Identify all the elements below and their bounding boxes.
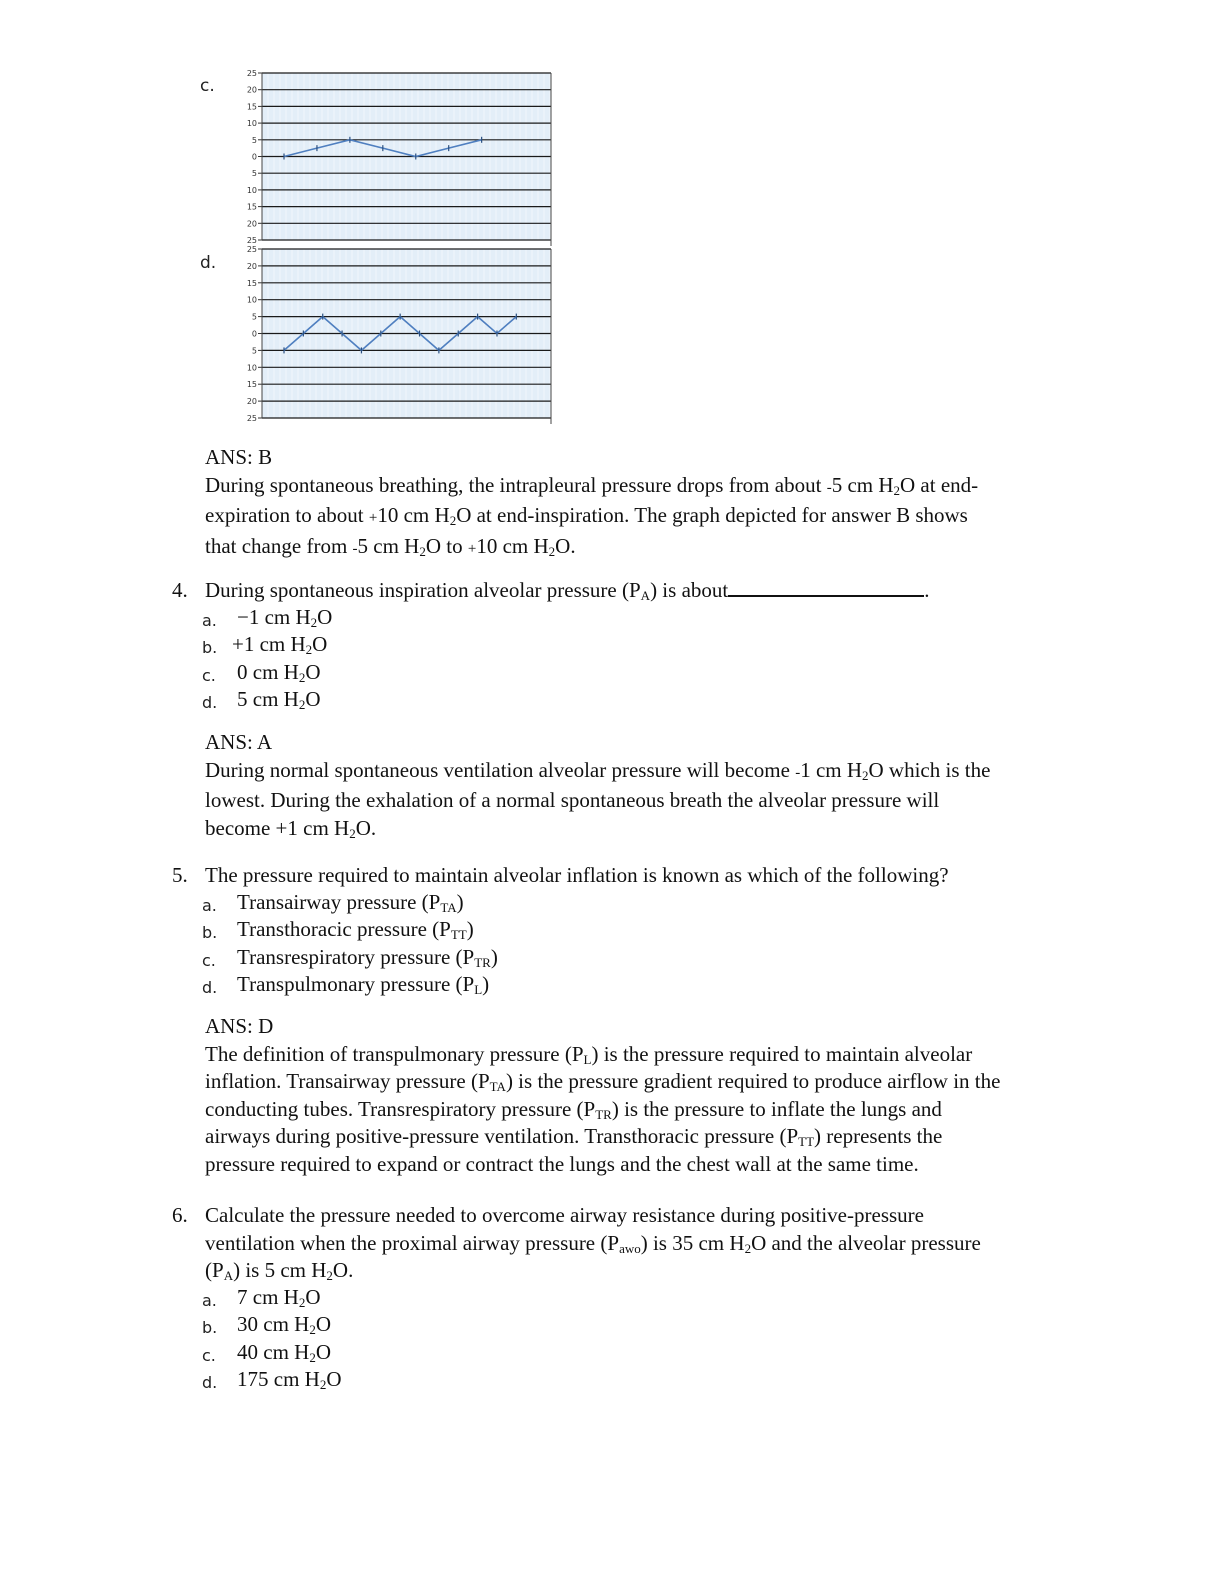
q3-exp3a: that change from [205,533,353,558]
q6-number: 6. [172,1203,188,1227]
q5-exp3-sub: TR [595,1106,612,1122]
q5-exp1-sub: L [583,1051,592,1067]
minus-mark: - [795,764,801,781]
q5-explanation-line-5: pressure required to expand or contract the lungs and the chest wall at the same time. [205,1151,919,1176]
q3-exp2b: 10 cm H [377,503,450,527]
y-tick-label: 15 [246,102,257,112]
option-sub: 2 [298,1295,306,1310]
option-sub: 2 [309,1350,316,1365]
q3-exp2a: expiration to about [205,503,369,527]
y-tick-label: 5 [251,135,257,145]
option-sub: L [474,982,483,997]
option-label: b. [202,638,218,657]
sub-2: 2 [548,543,556,559]
y-tick-label: 25 [246,414,257,423]
q4-stem-sub: A [640,588,651,603]
option-text: 175 cm H [237,1367,320,1391]
q4-exp1b: 1 cm H [800,757,863,782]
option-text: 5 cm H [237,687,299,711]
option-label: c. [202,1346,216,1365]
option-sub: TT [450,927,467,942]
q6-stem-line-3 [205,1257,1112,1285]
option-tail: ) [482,972,490,996]
minus-mark: - [826,479,832,496]
option-sub: 2 [309,1322,316,1337]
option-label: b. [202,1318,218,1337]
option-value [237,1366,342,1394]
q6-l3-sub: A [223,1268,234,1283]
question-6 [172,1202,1112,1402]
option-text: 7 cm H [237,1285,299,1309]
q3-exp1c: O at end- [900,472,979,497]
option-value [237,1339,331,1367]
sub-2: 2 [349,825,356,841]
option-label: a. [202,896,217,915]
option-text: 0 cm H [237,660,299,684]
option-sub: 2 [319,1377,327,1392]
q5-exp3b: ) is the pressure to inflate the lungs and [611,1096,942,1121]
option-label: a. [202,1291,217,1310]
option-tail: O [305,1285,321,1309]
q5-exp1b: ) is the pressure required to maintain alveolar [591,1041,973,1066]
y-tick-label: 10 [246,363,257,373]
option-value [237,889,464,917]
q4-explanation-line-2: lowest. During the exhalation of a normal spontaneous breath the alveolar pressure will [205,788,940,812]
y-tick-label: 5 [251,312,257,322]
q5-exp3a: conducting tubes. Transrespiratory pressure (P [205,1096,596,1121]
q5-explanation-line-1 [205,1041,1115,1069]
option-sub: 2 [305,642,313,657]
option-tail: ) [456,890,464,914]
y-tick-label: 25 [246,236,257,245]
y-tick-label: 0 [251,152,257,162]
y-tick-label: 10 [246,119,257,129]
q4-answer [205,729,1115,842]
option-tail: O [326,1367,342,1391]
q3-exp3c: O to [425,533,468,558]
option-text: Transrespiratory pressure (P [237,945,475,969]
option-label: d. [202,693,218,712]
option-text: −1 cm H [237,605,311,629]
option-label: c. [202,666,216,685]
option-value [237,971,489,999]
q5-exp2b: ) is the pressure gradient required to produce airflow in the [505,1069,1001,1093]
chart-c-label: c. [200,76,215,96]
q4-ans-label: ANS: A [205,730,273,754]
option-tail: O [315,1312,331,1336]
y-tick-label: 10 [246,295,257,305]
q3-explanation-line-3 [205,533,1115,564]
chart-c-svg [240,70,552,248]
option-value [237,916,474,944]
q4-stem-end: . [924,578,930,602]
q6-l3b: ) is 5 cm H [233,1258,327,1282]
option-text: +1 cm H [232,632,306,656]
q3-exp3d: 10 cm H [476,533,549,558]
option-value [237,1311,331,1339]
q3-explanation-line-1 [205,472,1115,503]
q4-exp1a: During normal spontaneous ventilation alveolar pressure will become [205,757,796,782]
y-tick-label: 10 [246,185,257,195]
q4-exp3b: O. [355,815,377,840]
q6-l2c: O and the alveolar pressure [751,1230,981,1255]
q3-exp3e: O. [555,533,576,558]
sub-2: 2 [744,1240,752,1256]
question-5 [172,862,1112,1002]
q4-stem [205,577,1112,605]
option-tail: O [305,687,321,711]
option-text: 40 cm H [237,1340,310,1364]
option-sub: 2 [310,615,318,630]
q5-explanation-line-2 [205,1068,1115,1096]
option-tail: O [315,1340,331,1364]
q3-exp1a: During spontaneous breathing, the intrapleural pressure drops from about [205,472,827,497]
option-value [237,944,498,972]
y-tick-label: 20 [246,261,257,271]
option-sub: TA [440,900,457,915]
option-text: 30 cm H [237,1312,310,1336]
option-label: b. [202,923,218,942]
q6-stem-line-2 [205,1230,1112,1258]
y-tick-label: 5 [251,169,257,179]
q5-exp2a: inflation. Transairway pressure (P [205,1069,490,1093]
q6-l2a: ventilation when the proximal airway pressure (P [205,1230,620,1255]
y-tick-label: 25 [246,246,257,254]
q5-explanation-line-3 [205,1096,1115,1124]
minus-mark: - [352,540,358,557]
q3-ans-label: ANS: B [205,445,273,469]
q3-answer [205,444,1115,563]
q4-explanation-line-1 [205,757,1115,788]
y-tick-label: 20 [246,397,257,407]
q5-answer [205,1013,1115,1178]
q6-l3a: (P [205,1258,224,1282]
answer-blank [728,577,924,597]
q5-explanation-line-4 [205,1123,1115,1151]
q4-explanation-line-3 [205,815,1115,843]
option-label: d. [202,978,218,997]
option-label: c. [202,951,216,970]
plus-mark: + [368,510,378,526]
q4-stem-a: During spontaneous inspiration alveolar pressure (P [205,578,641,602]
chart-d [240,246,552,426]
q5-exp4a: airways during positive-pressure ventilation. Transthoracic pressure (P [205,1124,799,1148]
q5-exp1a: The definition of transpulmonary pressure (P [205,1041,584,1066]
q4-number: 4. [172,578,188,602]
option-tail: ) [466,917,474,941]
q3-exp2c: O at end-inspiration. The graph depicted for answer B shows [456,503,968,527]
q3-exp1b: 5 cm H [831,472,894,497]
q4-exp3a: become +1 cm H [205,815,350,840]
y-tick-label: 15 [246,380,257,390]
chart-c [240,70,552,248]
option-value [237,604,332,632]
y-tick-label: 25 [246,70,257,78]
option-value [237,659,321,687]
q3-exp3b: 5 cm H [357,533,420,558]
option-label: a. [202,611,217,630]
q6-l3c: O. [332,1258,354,1282]
sub-2: 2 [419,543,426,559]
q5-exp2-sub: TA [489,1079,506,1094]
option-tail: ) [490,945,498,969]
option-text: Transthoracic pressure (P [237,917,451,941]
plus-mark: + [467,540,477,557]
q4-exp1c: O which is the [868,757,991,782]
sub-2: 2 [893,482,901,498]
option-tail: O [305,660,321,684]
option-text: Transpulmonary pressure (P [237,972,475,996]
option-sub: 2 [298,697,306,712]
q5-stem: The pressure required to maintain alveolar inflation is known as which of the following? [205,863,949,887]
option-value [237,686,321,714]
q5-exp4-sub: TT [798,1134,815,1149]
q4-stem-b: ) is about [650,578,729,602]
q5-number: 5. [172,863,188,887]
option-text: Transairway pressure (P [237,890,441,914]
sub-2: 2 [449,513,457,528]
q6-stem [205,1202,1112,1285]
option-value [232,631,327,659]
y-tick-label: 0 [251,329,257,339]
question-4 [172,577,1112,712]
q6-stem-line-1: Calculate the pressure needed to overcome airway resistance during positive-pressure [205,1203,924,1227]
chart-d-label: d. [200,253,217,273]
option-tail: O [317,605,333,629]
option-sub: TR [474,955,491,970]
y-tick-label: 20 [246,219,257,229]
option-value [237,1284,321,1312]
q6-l2-sub: awo [619,1240,641,1256]
option-sub: 2 [298,670,306,685]
q6-l2b: ) is 35 cm H [640,1230,745,1255]
y-tick-label: 20 [246,85,257,95]
y-tick-label: 15 [246,202,257,212]
y-tick-label: 15 [246,278,257,288]
option-label: d. [202,1373,218,1392]
q5-ans-label: ANS: D [205,1014,274,1038]
sub-2: 2 [862,767,869,783]
q5-exp4b: ) represents the [814,1124,943,1148]
sub-2: 2 [326,1268,333,1283]
chart-d-svg [240,246,552,426]
option-tail: O [312,632,328,656]
q3-explanation-line-2 [205,502,1115,533]
y-tick-label: 5 [251,346,257,356]
